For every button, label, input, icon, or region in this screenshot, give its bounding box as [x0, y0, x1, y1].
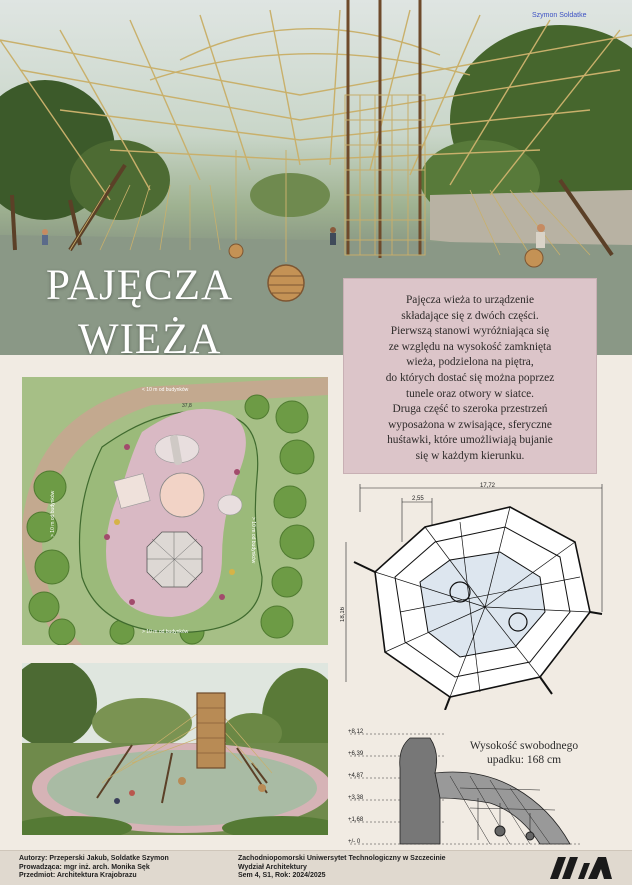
plan-label-right: > 10 m od budynków — [250, 517, 256, 564]
poster-title-line1: PAJĘCZA — [46, 262, 234, 309]
description-line: wyposażona w zwisające, sferyczne — [388, 418, 552, 431]
plan-label-bottom: > 10 m od budynków — [142, 629, 189, 635]
height-mark-4: +3,38 — [348, 795, 364, 801]
description-line: Druga część to szeroka przestrzeń — [392, 403, 548, 416]
author-watermark: Szymon Soldatke — [532, 12, 587, 19]
description-box — [343, 278, 597, 474]
description-line: składające się z dwóch części. — [401, 309, 539, 322]
footer-authors: Autorzy: Przeperski Jakub, Soldatke Szymon — [19, 855, 169, 862]
aerial-render-illustration — [22, 663, 328, 835]
top-view-dim-side: 18,16 — [340, 606, 346, 622]
top-view-dim-total: 17,72 — [480, 483, 496, 489]
footer-faculty: Wydział Architektury — [238, 863, 307, 871]
height-mark-5: +1,68 — [348, 817, 364, 823]
description-line: huśtawki, które umożliwiają bujanie — [387, 434, 553, 447]
description-line: do których dostać się można poprzez — [385, 371, 555, 384]
plan-label-left: > 10 m od budynków — [50, 490, 56, 537]
description-line: Pajęcza wieża to urządzenie — [405, 294, 535, 306]
footer — [0, 850, 632, 885]
site-plan-drawing — [22, 377, 328, 645]
description-line: Pierwszą stanowi wyróżniająca się — [390, 325, 550, 338]
height-mark-6: +/- 0 — [348, 839, 361, 845]
footer-credits — [19, 855, 169, 881]
description-line: ze względu na wysokość zamknięta — [388, 340, 552, 353]
plan-label-top: < 10 m od budynków — [142, 387, 189, 393]
footer-semester: Sem 4, S1, Rok: 2024/2025 — [238, 872, 326, 880]
footer-university: Zachodniopomorski Uniwersytet Technologiczny w Szczecinie — [238, 855, 446, 862]
plan-dimension: 37,8 — [182, 403, 192, 409]
footer-institution — [238, 855, 446, 881]
height-mark-3: +4,87 — [348, 773, 364, 779]
height-mark-2: +6,39 — [348, 751, 364, 757]
site-plan — [22, 377, 328, 645]
top-view-dim-small: 2,55 — [412, 496, 424, 502]
footer-subject: Przedmiot: Architektura Krajobrazu — [19, 872, 137, 880]
description-line: wieża, podzielona na piętra, — [406, 356, 534, 369]
university-logo-icon — [548, 855, 614, 881]
aerial-render — [22, 663, 328, 835]
poster-title-line2: WIEŻA — [78, 316, 222, 355]
top-view-drawing — [340, 482, 606, 710]
description-line: się w każdym kierunku. — [415, 449, 525, 462]
footer-supervisor: Prowadząca: mgr inż. arch. Monika Sęk — [19, 863, 150, 871]
description-line: tunele oraz otwory w siatce. — [405, 387, 535, 400]
free-fall-height-label: Wysokość swobodnego upadku: 168 cm — [469, 740, 579, 766]
height-mark-1: +8,12 — [348, 729, 364, 735]
